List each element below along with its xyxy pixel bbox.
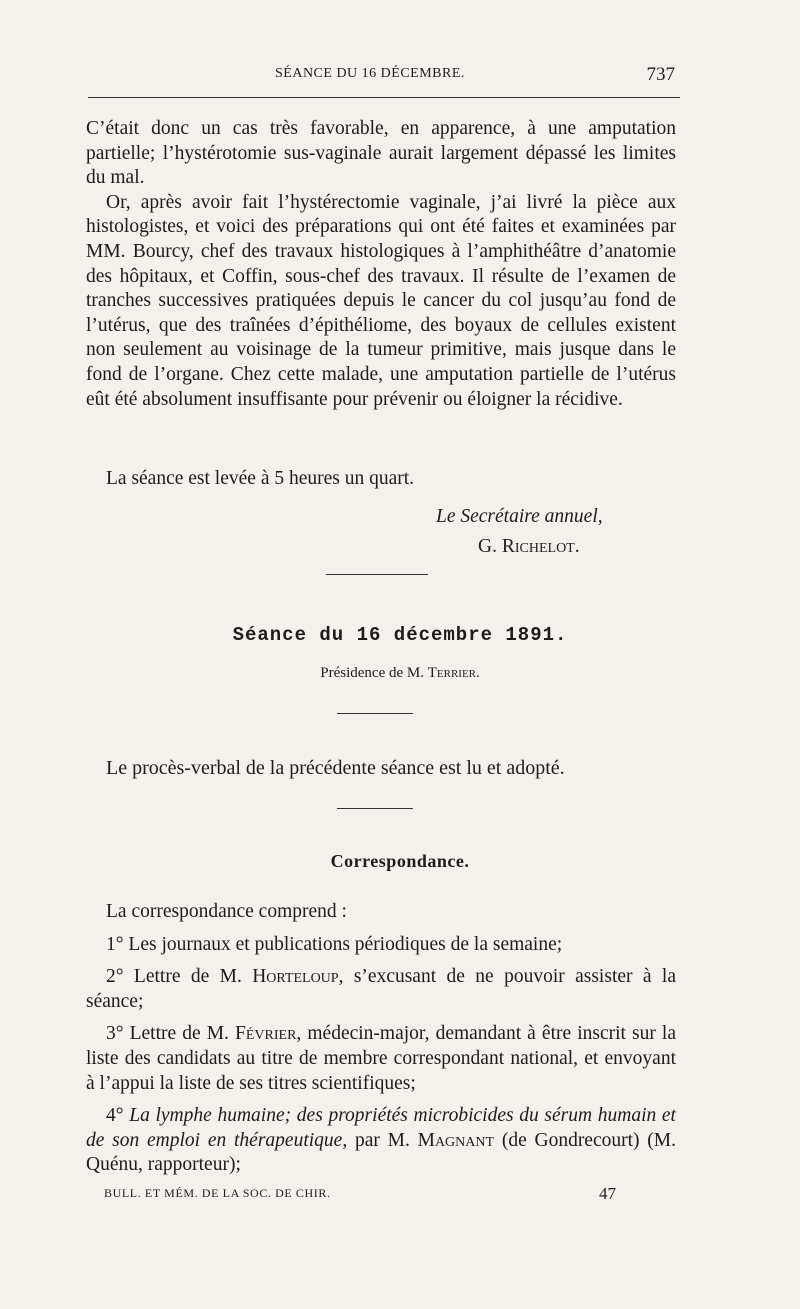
section-divider	[337, 808, 413, 809]
page-number: 737	[646, 64, 675, 85]
running-head	[85, 64, 675, 88]
correspondance-heading: Correspondance.	[330, 851, 470, 871]
section-divider	[337, 713, 413, 714]
closing-sentence: La séance est levée à 5 heures un quart.	[106, 468, 415, 489]
signature-title: Le Secrétaire annuel,	[436, 506, 603, 527]
person-name: Horteloup	[252, 966, 339, 988]
item-text: , médecin-major, demandant à être inscrit sur la liste des candidats au titre de membre correspondant national, et envoyant à l’appui la liste de ses titres scientifiques;	[86, 1023, 676, 1094]
signature-name	[478, 536, 580, 558]
header-rule	[88, 97, 680, 98]
list-item	[86, 965, 676, 1014]
signature-mark: 47	[599, 1184, 616, 1203]
proces-verbal: Le procès-verbal de la précédente séance est lu et adopté.	[106, 757, 565, 779]
body-text	[86, 117, 676, 412]
item-text: , s’excusant de ne pouvoir assister à la séance;	[86, 966, 676, 1012]
running-title: SÉANCE DU 16 DÉCEMBRE.	[275, 66, 465, 81]
signature-surname: Richelot.	[501, 536, 580, 557]
list-item	[86, 1104, 676, 1178]
person-name: Février	[235, 1023, 297, 1045]
person-name: Magnant	[417, 1129, 495, 1151]
item-text: par M.	[347, 1129, 418, 1151]
section-divider	[326, 574, 428, 575]
session-title: Séance du 16 décembre 1891.	[232, 624, 568, 646]
correspondance-list	[86, 900, 676, 1186]
paragraph: Or, après avoir fait l’hystérectomie vaginale, j’ai livré la pièce aux histologistes, et voici des préparations qui ont été faites et examinées par MM. Bourcy, chef des travaux histologiques à l’amphithéâtre d’anatomie des hôpitaux, et Coffin, sous-chef des travaux. Il résulte de l’examen de tranches successives pratiquées depuis le cancer du col jusqu’au fond de l’utérus, que des traînées d’épithéliome, des boyaux de cellules existent non seulement au voisinage de la tumeur primitive, mais jusque dans le fond de l’organe. Chez cette malade, une amputation partielle de l’utérus eût été absolument insuffisante pour prévenir ou éloigner la récidive.	[86, 191, 676, 410]
list-item	[86, 1022, 676, 1096]
presidence-prefix: Présidence de M.	[320, 665, 428, 681]
signature-initial: G.	[478, 536, 502, 557]
president-name: Terrier.	[427, 665, 480, 681]
paragraph: C’était donc un cas très favorable, en apparence, à une amputation partielle; l’hystérotomie sus-vaginale aurait largement dépassé les limites du mal.	[86, 118, 676, 189]
item-prefix: 4°	[106, 1105, 130, 1127]
item-prefix: 2° Lettre de M.	[106, 966, 253, 988]
publication-title: La lymphe humaine; des propriétés microbicides du sérum humain et de son emploi en thérapeutique,	[86, 1105, 676, 1151]
journal-title: BULL. ET MÉM. DE LA SOC. DE CHIR.	[104, 1186, 331, 1200]
item-prefix: 3° Lettre de M.	[106, 1023, 236, 1045]
list-item: 1° Les journaux et publications périodiques de la semaine;	[106, 933, 563, 955]
footer	[104, 1184, 616, 1204]
correspondance-intro: La correspondance comprend :	[106, 901, 347, 922]
item-text: (de Gondrecourt) (M. Quénu, rapporteur);	[86, 1129, 676, 1176]
presidence-line	[0, 665, 800, 682]
